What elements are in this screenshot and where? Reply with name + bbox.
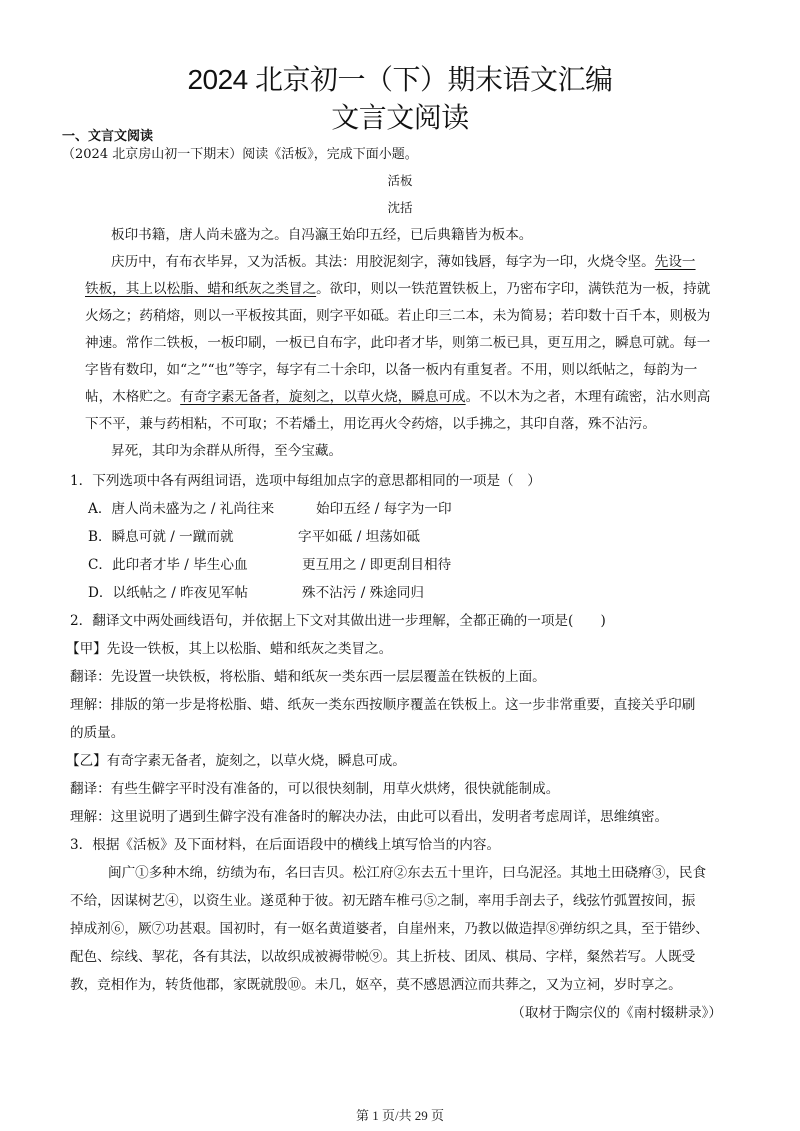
option-pair-1: A．唐人尚未盛为之 / 礼尚往来 bbox=[88, 501, 275, 517]
passage-line bbox=[111, 253, 696, 271]
q2-yi-quote: 【乙】有奇字素无备者，旋刻之，以草火烧，瞬息可成。 bbox=[66, 753, 406, 769]
q2-jia-understanding-cont: 的质量。 bbox=[70, 725, 125, 741]
option-pair-1: B．瞬息可就 / 一蹴而就 bbox=[88, 529, 234, 545]
passage-line: 神速。常作二铁板，一板印刷，一板已自布字，此印者才毕，则第二板已具，更互用之，瞬息可就。每一 bbox=[85, 335, 711, 351]
option-pair-1: D．以纸帖之 / 昨夜见军帖 bbox=[88, 585, 249, 601]
passage-line: 下不平，兼与药相粘，不可取；不若燔土，用讫再火令药熔，以手拂之，其印自落，殊不沾污。 bbox=[85, 416, 656, 432]
q1-option-d bbox=[88, 584, 424, 602]
option-pair-2: 更互用之 / 即更刮目相待 bbox=[302, 557, 452, 573]
underlined-sentence-jia: 铁板，其上以松脂、蜡和纸灰之类冒之 bbox=[85, 281, 317, 297]
passage-author: 沈括 bbox=[387, 200, 413, 215]
passage-text: 帖，木格贮之。 bbox=[85, 389, 181, 405]
q2-yi-understanding: 理解：这里说明了遇到生僻字没有准备时的解决办法，由此可以看出，发明者考虑周详，思维缜密。 bbox=[70, 809, 669, 825]
q1-option-b bbox=[88, 528, 420, 546]
passage-line: 板印书籍，唐人尚未盛为之。自冯瀛王始印五经，已后典籍皆为板本。 bbox=[111, 227, 533, 243]
passage-line bbox=[85, 280, 710, 298]
passage-title: 活板 bbox=[387, 173, 413, 188]
passage-line: 火炀之；药稍熔，则以一平板按其面，则字平如砥。若止印三二本，未为简易；若印数十百千本，则极为 bbox=[85, 308, 711, 324]
document-title: 2024 北京初一（下）期末语文汇编 bbox=[187, 64, 613, 95]
q3-material-line: 闽广①多种木绵，纺绩为布，名曰吉贝。松江府②东去五十里许，曰乌泥泾。其地土田硗瘠③，民食 bbox=[108, 865, 707, 881]
passage-text: 庆历中，有布衣毕昇，又为活板。其法：用胶泥刻字，薄如钱唇，每字为一印，火烧令坚。 bbox=[111, 254, 655, 270]
option-pair-1: C．此印者才毕 / 毕生心血 bbox=[88, 557, 248, 573]
option-pair-2: 始印五经 / 每字为一印 bbox=[316, 501, 452, 517]
page-footer: 第 1 页/共 29 页 bbox=[355, 1108, 445, 1123]
underlined-sentence-yi: 有奇字素无备者，旋刻之，以草火烧，瞬息可成 bbox=[180, 389, 466, 405]
passage-text: 。欲印，则以一铁范置铁板上，乃密布字印，满铁范为一板，持就 bbox=[316, 281, 711, 297]
q3-source: （取材于陶宗仪的《南村辍耕录》） bbox=[511, 1005, 722, 1021]
q2-jia-quote: 【甲】先设一铁板，其上以松脂、蜡和纸灰之类冒之。 bbox=[66, 641, 393, 657]
q3-material-line: 教，竞相作为，转货他郡，家既就殷⑩。未几，妪卒，莫不感恩洒泣而共葬之，又为立祠，岁时享之。 bbox=[70, 977, 682, 993]
passage-line bbox=[85, 388, 710, 406]
q3-material-line: 配色、综线、挈花，各有其法，以故织成被褥带帨⑨。其上折枝、团凤、棋局、字样，粲然若写。人既受 bbox=[70, 949, 696, 965]
question-2-stem: 2．翻译文中两处画线语句，并依据上下文对其做出进一步理解，全都正确的一项是( ) bbox=[70, 613, 606, 629]
q2-jia-translation: 翻译：先设置一块铁板，将松脂、蜡和纸灰一类东西一层层覆盖在铁板的上面。 bbox=[70, 669, 546, 685]
passage-line: 昇死，其印为余群从所得，至今宝藏。 bbox=[111, 443, 343, 459]
section-heading: 一、文言文阅读 bbox=[62, 129, 154, 144]
q2-yi-translation: 翻译：有些生僻字平时没有准备的，可以很快刻制，用草火烘烤，很快就能制成。 bbox=[70, 781, 560, 797]
underlined-sentence-jia: 先设一 bbox=[654, 254, 696, 270]
passage-line: 字皆有数印，如“之”“也”等字，每字有二十余印，以备一板内有重复者。不用，则以纸帖之，每韵为一 bbox=[85, 362, 698, 378]
q3-material-line: 掉成剂⑥，厥⑦功甚艰。国初时，有一妪名黄道婆者，自崖州来，乃教以做造捍⑧弹纺织之具，至于错纱、 bbox=[70, 921, 709, 937]
passage-text: 。不以木为之者，木理有疏密，沾水则高 bbox=[465, 389, 711, 405]
option-pair-2: 殊不沾污 / 殊途同归 bbox=[302, 585, 424, 601]
q1-option-c bbox=[88, 556, 452, 574]
document-subtitle: 文言文阅读 bbox=[331, 102, 469, 133]
option-pair-2: 字平如砥 / 坦荡如砥 bbox=[298, 529, 420, 545]
question-1-stem: 1．下列选项中各有两组词语，选项中每组加点字的意思都相同的一项是（ ） bbox=[70, 473, 541, 489]
question-3-stem: 3．根据《活板》及下面材料，在后面语段中的横线上填写恰当的内容。 bbox=[70, 837, 501, 853]
q1-option-a bbox=[88, 500, 452, 518]
section-intro: （2024 北京房山初一下期末）阅读《活板》，完成下面小题。 bbox=[62, 147, 418, 162]
q3-material-line: 不给，因谋树艺④，以资生业。遂觅种于彼。初无踏车椎弓⑤之制，率用手剖去子，线弦竹弧置按间，振 bbox=[70, 893, 696, 909]
q2-jia-understanding: 理解：排版的第一步是将松脂、蜡、纸灰一类东西按顺序覆盖在铁板上。这一步非常重要，直接关乎印刷 bbox=[70, 697, 696, 713]
